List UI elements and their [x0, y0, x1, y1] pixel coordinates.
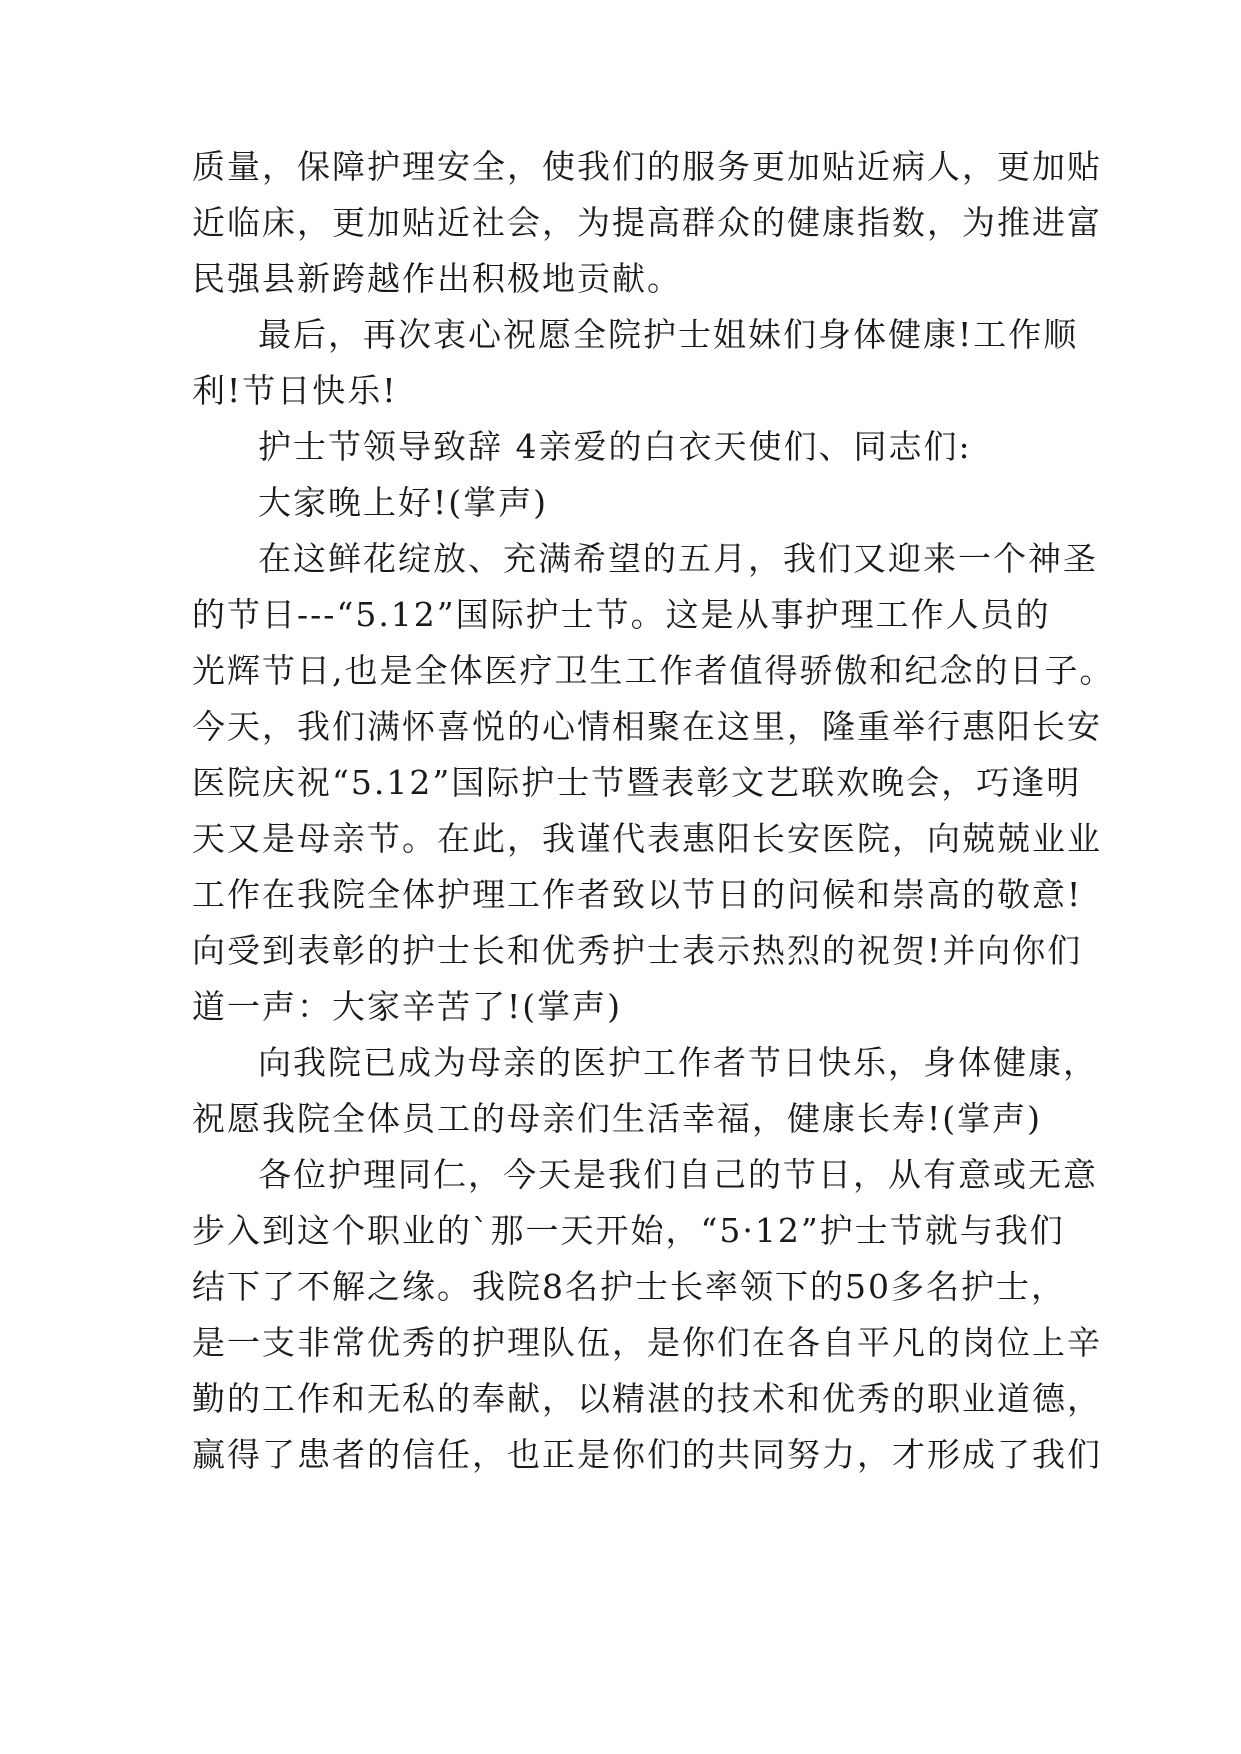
text-line: 医院庆祝“5.12”国际护士节暨表彰文艺联欢晚会，巧逢明: [192, 763, 1082, 802]
text-line: 向我院已成为母亲的医护工作者节日快乐，身体健康，: [258, 1043, 1098, 1082]
text-line: 的节日---“5.12”国际护士节。这是从事护理工作人员的: [192, 595, 1051, 634]
text-line: 向受到表彰的护士长和优秀护士表示热烈的祝贺!并向你们: [192, 931, 1083, 970]
text-line: 步入到这个职业的`那一天开始，“5·12”护士节就与我们: [192, 1211, 1065, 1250]
text-line: 在这鲜花绽放、充满希望的五月，我们又迎来一个神圣: [258, 539, 1098, 578]
text-line: 是一支非常优秀的护理队伍，是你们在各自平凡的岗位上辛: [192, 1323, 1102, 1362]
text-line: 今天，我们满怀喜悦的心情相聚在这里，隆重举行惠阳长安: [192, 707, 1102, 746]
text-line: 质量，保障护理安全，使我们的服务更加贴近病人，更加贴: [192, 147, 1102, 186]
text-line: 结下了不解之缘。我院8名护士长率领下的50多名护士，: [192, 1267, 1066, 1306]
text-line: 道一声：大家辛苦了!(掌声): [192, 987, 623, 1026]
text-line: 赢得了患者的信任，也正是你们的共同努力，才形成了我们: [192, 1435, 1102, 1474]
text-line: 光辉节日,也是全体医疗卫生工作者值得骄傲和纪念的日子。: [192, 651, 1115, 690]
text-line: 最后，再次衷心祝愿全院护士姐妹们身体健康!工作顺: [258, 315, 1079, 354]
text-line: 民强县新跨越作出积极地贡献。: [192, 259, 682, 298]
text-line: 大家晚上好!(掌声): [258, 483, 549, 522]
text-line: 护士节领导致辞 4亲爱的白衣天使们、同志们:: [258, 427, 972, 466]
text-line: 祝愿我院全体员工的母亲们生活幸福，健康长寿!(掌声): [192, 1099, 1043, 1138]
text-line: 天又是母亲节。在此，我谨代表惠阳长安医院，向兢兢业业: [192, 819, 1102, 858]
text-line: 勤的工作和无私的奉献，以精湛的技术和优秀的职业道德，: [192, 1379, 1102, 1418]
text-line: 各位护理同仁，今天是我们自己的节日，从有意或无意: [258, 1155, 1098, 1194]
text-line: 近临床，更加贴近社会，为提高群众的健康指数，为推进富: [192, 203, 1102, 242]
text-line: 工作在我院全体护理工作者致以节日的问候和崇高的敬意!: [192, 875, 1083, 914]
text-line: 利!节日快乐!: [192, 371, 398, 410]
